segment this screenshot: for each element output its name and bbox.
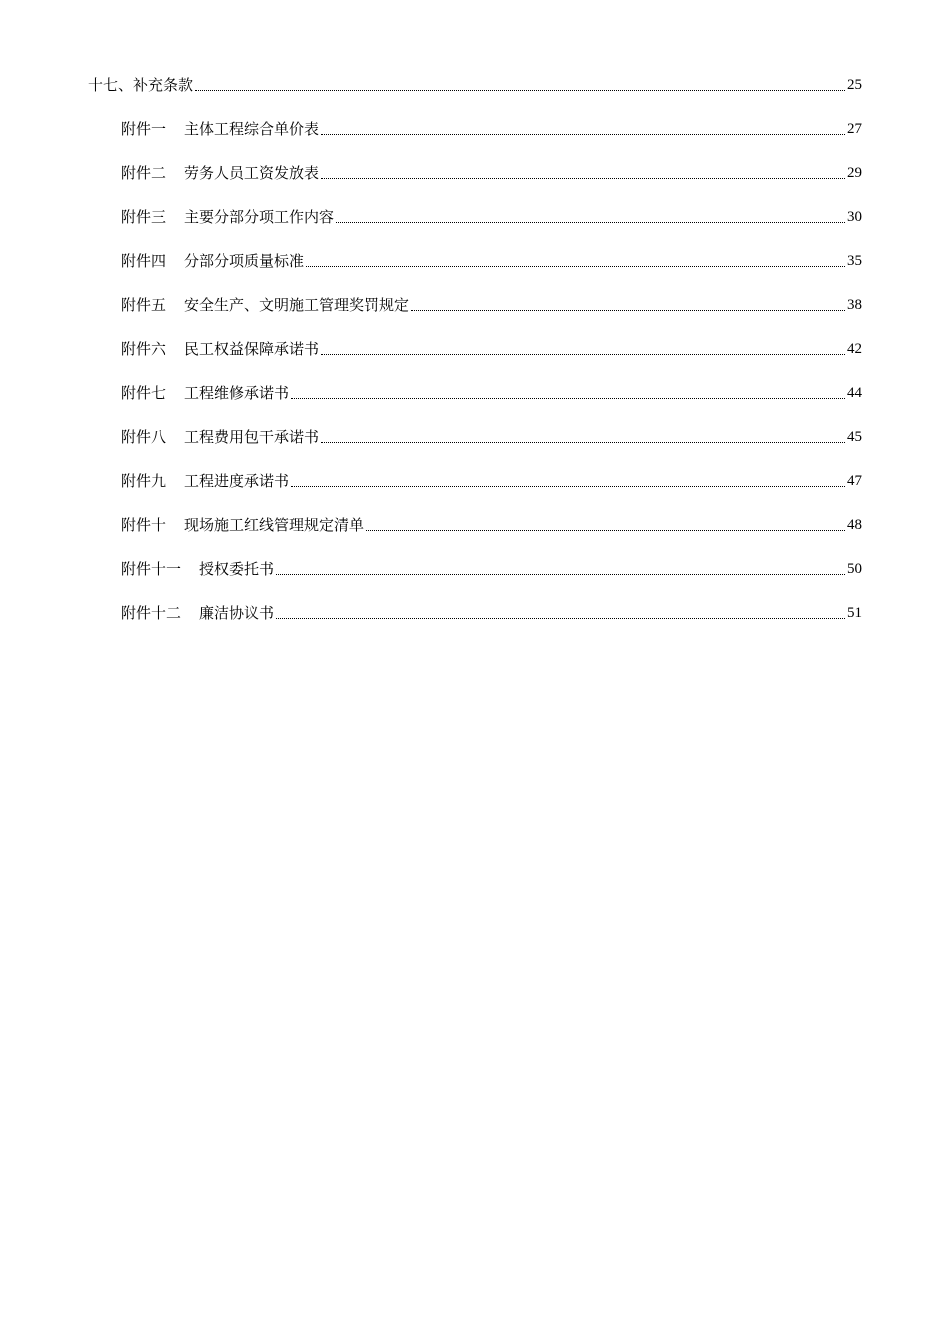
toc-dot-leader — [321, 442, 845, 443]
toc-entry-label — [121, 511, 364, 539]
toc-entry-label — [121, 379, 289, 407]
toc-page-number: 50 — [847, 561, 862, 577]
toc-dot-leader — [411, 310, 845, 311]
toc-entry-prefix: 附件一 — [121, 120, 167, 138]
toc-page-number: 48 — [847, 517, 862, 533]
toc-entry-prefix: 附件十 — [121, 516, 167, 534]
toc-entry-label — [121, 335, 319, 363]
toc-entry-label — [121, 115, 319, 143]
toc-entry-prefix: 附件十二 — [121, 604, 182, 622]
toc-entry-title: 劳务人员工资发放表 — [184, 164, 320, 182]
toc-page-number: 47 — [847, 473, 862, 489]
toc-entry-prefix: 附件八 — [121, 428, 167, 446]
toc-page-number: 25 — [847, 77, 862, 93]
toc-entry-0[interactable] — [88, 55, 862, 99]
toc-entry-prefix: 附件九 — [121, 472, 167, 490]
toc-entry-label — [121, 247, 304, 275]
table-of-contents — [88, 55, 862, 627]
toc-entry-title: 安全生产、文明施工管理奖罚规定 — [184, 296, 410, 314]
toc-page-number: 51 — [847, 605, 862, 621]
toc-dot-leader — [291, 486, 845, 487]
toc-entry-7[interactable] — [88, 363, 862, 407]
toc-entry-label — [121, 555, 274, 583]
toc-entry-prefix: 十七、 — [88, 76, 134, 94]
toc-entry-title: 分部分项质量标准 — [184, 252, 305, 270]
toc-entry-title: 民工权益保障承诺书 — [184, 340, 320, 358]
toc-entry-label — [121, 467, 289, 495]
toc-entry-4[interactable] — [88, 231, 862, 275]
toc-page-number: 38 — [847, 297, 862, 313]
toc-entry-title: 现场施工红线管理规定清单 — [184, 516, 365, 534]
toc-entry-prefix: 附件六 — [121, 340, 167, 358]
toc-dot-leader — [336, 222, 845, 223]
toc-page-number: 45 — [847, 429, 862, 445]
toc-page-number: 35 — [847, 253, 862, 269]
toc-dot-leader — [321, 178, 845, 179]
toc-entry-label — [121, 599, 274, 627]
toc-entry-prefix: 附件二 — [121, 164, 167, 182]
toc-entry-title: 工程进度承诺书 — [184, 472, 290, 490]
toc-entry-label — [121, 203, 334, 231]
toc-entry-label — [121, 291, 409, 319]
toc-entry-6[interactable] — [88, 319, 862, 363]
toc-entry-title: 工程费用包干承诺书 — [184, 428, 320, 446]
toc-entry-prefix: 附件三 — [121, 208, 167, 226]
toc-dot-leader — [291, 398, 845, 399]
toc-entry-title: 工程维修承诺书 — [184, 384, 290, 402]
toc-dot-leader — [306, 266, 845, 267]
toc-entry-label — [121, 423, 319, 451]
toc-entry-prefix: 附件七 — [121, 384, 167, 402]
toc-dot-leader — [195, 90, 845, 91]
toc-dot-leader — [276, 618, 845, 619]
toc-dot-leader — [321, 134, 845, 135]
toc-page-number: 30 — [847, 209, 862, 225]
toc-entry-label — [121, 159, 319, 187]
toc-dot-leader — [321, 354, 845, 355]
toc-entry-12[interactable] — [88, 583, 862, 627]
toc-dot-leader — [366, 530, 845, 531]
toc-entry-9[interactable] — [88, 451, 862, 495]
toc-entry-prefix: 附件十一 — [121, 560, 182, 578]
toc-dot-leader — [276, 574, 845, 575]
toc-page-number: 29 — [847, 165, 862, 181]
toc-entry-title: 主要分部分项工作内容 — [184, 208, 335, 226]
toc-entry-prefix: 附件四 — [121, 252, 167, 270]
toc-page-number: 27 — [847, 121, 862, 137]
toc-entry-1[interactable] — [88, 99, 862, 143]
toc-entry-title: 补充条款 — [133, 76, 194, 94]
toc-page-number: 44 — [847, 385, 862, 401]
toc-entry-title: 廉洁协议书 — [199, 604, 275, 622]
toc-entry-3[interactable] — [88, 187, 862, 231]
toc-page-number: 42 — [847, 341, 862, 357]
toc-entry-2[interactable] — [88, 143, 862, 187]
toc-entry-title: 授权委托书 — [199, 560, 275, 578]
toc-entry-prefix: 附件五 — [121, 296, 167, 314]
toc-entry-label — [88, 71, 193, 99]
toc-entry-10[interactable] — [88, 495, 862, 539]
toc-entry-5[interactable] — [88, 275, 862, 319]
toc-entry-title: 主体工程综合单价表 — [184, 120, 320, 138]
toc-entry-11[interactable] — [88, 539, 862, 583]
toc-entry-8[interactable] — [88, 407, 862, 451]
